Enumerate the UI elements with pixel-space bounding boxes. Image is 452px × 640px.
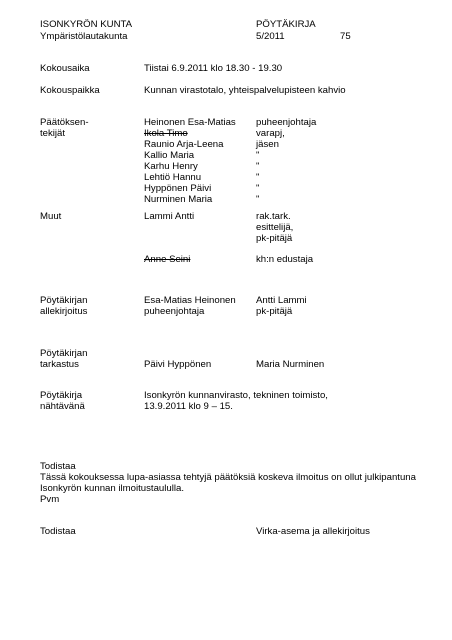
signing-label-1: Pöytäkirjan — [40, 295, 88, 306]
member-role: " — [256, 183, 260, 194]
signer-name: Esa-Matias Heinonen — [144, 295, 236, 306]
member-role: jäsen — [256, 139, 279, 150]
member-name: Lehtiö Hannu — [144, 172, 202, 183]
display-label-1: Pöytäkirja — [40, 390, 83, 401]
meeting-place-label: Kokouspaikka — [40, 85, 100, 96]
display-time: 13.9.2011 klo 9 – 15. — [144, 401, 233, 412]
member-name: Heinonen Esa-Matias — [144, 117, 236, 128]
committee-name: Ympäristölautakunta — [40, 31, 128, 42]
display-label-2: nähtävänä — [40, 401, 85, 412]
footer-signature-label: Virka-asema ja allekirjoitus — [256, 526, 370, 537]
signer-role: pk-pitäjä — [256, 306, 293, 317]
member-role: puheenjohtaja — [256, 117, 317, 128]
meeting-time-value: Tiistai 6.9.2011 klo 18.30 - 19.30 — [144, 63, 283, 74]
member-role: " — [256, 150, 260, 161]
other-person-role: esittelijä, — [256, 222, 294, 233]
member-role: varapj, — [256, 128, 285, 139]
certification-text-1: Tässä kokouksessa lupa-asiassa tehtyjä päätöksiä koskeva ilmoitus on ollut julkipantuna — [40, 472, 416, 483]
certification-text-2: Isonkyrön kunnan ilmoitustaululla. — [40, 483, 184, 494]
other-person-role: pk-pitäjä — [256, 233, 293, 244]
member-name: Karhu Henry — [144, 161, 198, 172]
meeting-place-value: Kunnan virastotalo, yhteispalvelupisteen kahvio — [144, 85, 346, 96]
member-name: Raunio Arja-Leena — [144, 139, 224, 150]
doc-number: 5/2011 — [256, 31, 285, 42]
other-person-role: rak.tark. — [256, 211, 291, 222]
decision-makers-label-1: Päätöksen- — [40, 117, 89, 128]
inspector-name: Päivi Hyppönen — [144, 359, 212, 370]
certification-title: Todistaa — [40, 461, 76, 472]
member-role: " — [256, 194, 260, 205]
signer-role: puheenjohtaja — [144, 306, 205, 317]
doc-type: PÖYTÄKIRJA — [256, 19, 316, 30]
member-name-struck: Ikola Timo — [144, 128, 188, 139]
other-person-name: Lammi Antti — [144, 211, 195, 222]
inspector-name: Maria Nurminen — [256, 359, 325, 370]
decision-makers-label-2: tekijät — [40, 128, 66, 139]
others-label: Muut — [40, 211, 62, 222]
inspection-label-2: tarkastus — [40, 359, 79, 370]
org-name: ISONKYRÖN KUNTA — [40, 19, 133, 30]
other-person-role: kh:n edustaja — [256, 254, 314, 265]
signer-name: Antti Lammi — [256, 295, 307, 306]
member-name: Kallio Maria — [144, 150, 195, 161]
footer-certify-label: Todistaa — [40, 526, 76, 537]
inspection-label-1: Pöytäkirjan — [40, 348, 88, 359]
display-location: Isonkyrön kunnanvirasto, tekninen toimisto, — [144, 390, 328, 401]
certification-date-label: Pvm — [40, 494, 60, 505]
member-role: " — [256, 172, 260, 183]
member-name: Nurminen Maria — [144, 194, 213, 205]
other-person-name-struck: Anne Seini — [144, 254, 191, 265]
signing-label-2: allekirjoitus — [40, 306, 88, 317]
member-role: " — [256, 161, 260, 172]
member-name: Hyppönen Päivi — [144, 183, 212, 194]
meeting-time-label: Kokousaika — [40, 63, 90, 74]
page-number: 75 — [340, 31, 351, 42]
